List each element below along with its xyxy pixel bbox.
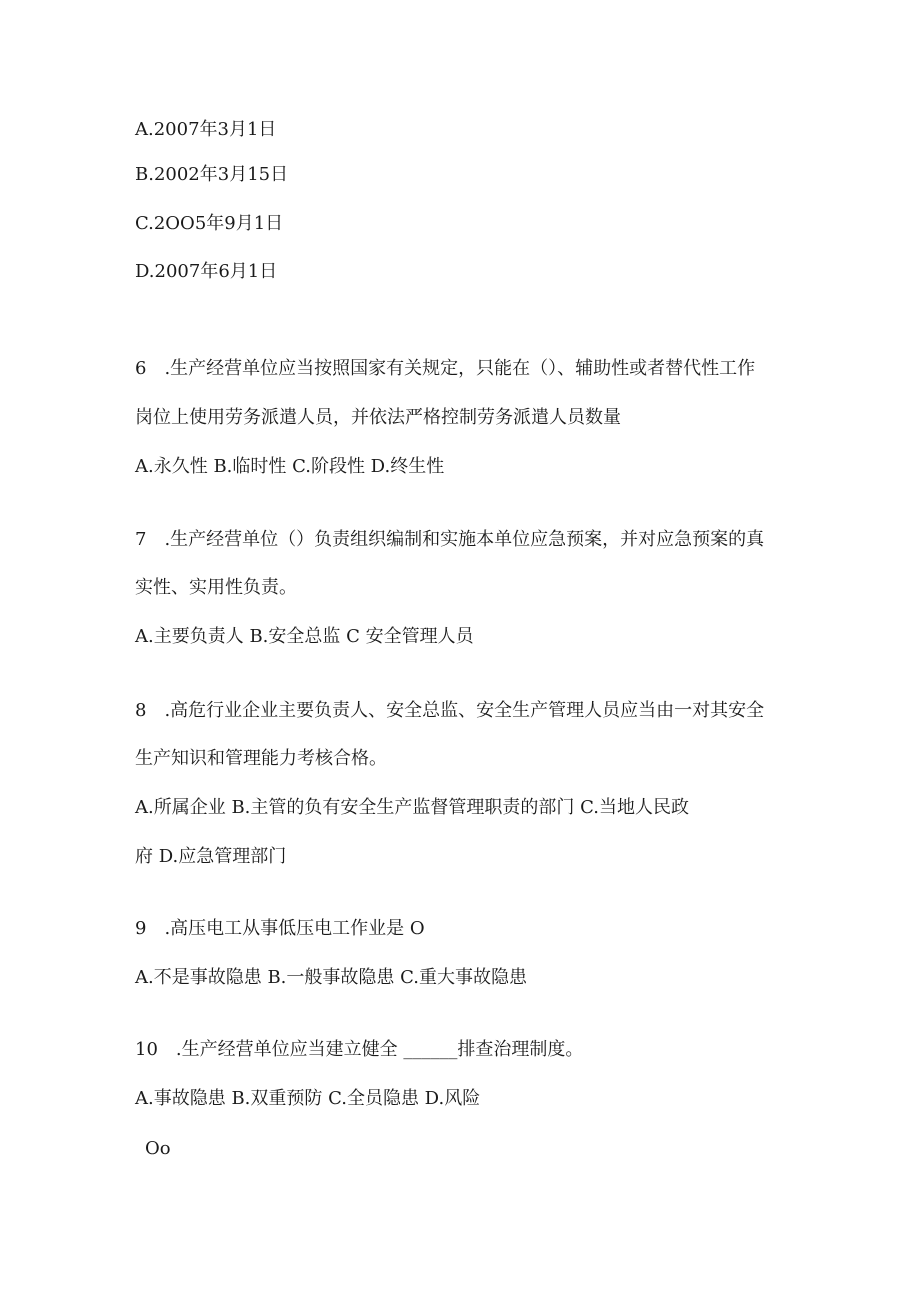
q7-stem-line-2: 实性、实用性负责。 <box>135 577 297 598</box>
q6-stem-line-2: 岗位上使用劳务派遣人员，并依法严格控制劳务派遣人员数量 <box>135 407 621 428</box>
q8-options-line-1: A.所属企业 B.主管的负有安全生产监督管理职责的部门 C.当地人民政 <box>135 797 689 818</box>
q10-stem: 10 .生产经营单位应当建立健全 ______排查治理制度。 <box>135 1039 584 1060</box>
q8-stem-line-1: 8 .高危行业企业主要负责人、安全总监、安全生产管理人员应当由一对其安全 <box>135 700 765 721</box>
q10-options: A.事故隐患 B.双重预防 C.全员隐患 D.风险 <box>135 1088 481 1109</box>
q5-option-c: C.2OO5年9月1日 <box>135 213 284 234</box>
q5-option-d: D.2007年6月1日 <box>135 261 278 282</box>
q7-options: A.主要负责人 B.安全总监 C 安全管理人员 <box>135 626 474 647</box>
q9-stem: 9 .高压电工从事低压电工作业是 O <box>135 918 425 939</box>
q8-options-line-2: 府 D.应急管理部门 <box>135 846 287 867</box>
q5-option-b: B.2002年3月15日 <box>135 164 289 185</box>
q5-option-a: A.2007年3月1日 <box>135 119 277 140</box>
q10-tail: Oo <box>145 1138 171 1159</box>
q9-options: A.不是事故隐患 B.一般事故隐患 C.重大事故隐患 <box>135 967 527 988</box>
q7-stem-line-1: 7 .生产经营单位（）负责组织编制和实施本单位应急预案，并对应急预案的真 <box>135 529 765 550</box>
q6-options: A.永久性 B.临时性 C.阶段性 D.终生性 <box>135 456 445 477</box>
q8-stem-line-2: 生产知识和管理能力考核合格。 <box>135 748 387 769</box>
q6-stem-line-1: 6 .生产经营单位应当按照国家有关规定，只能在（）、辅助性或者替代性工作 <box>135 358 756 379</box>
